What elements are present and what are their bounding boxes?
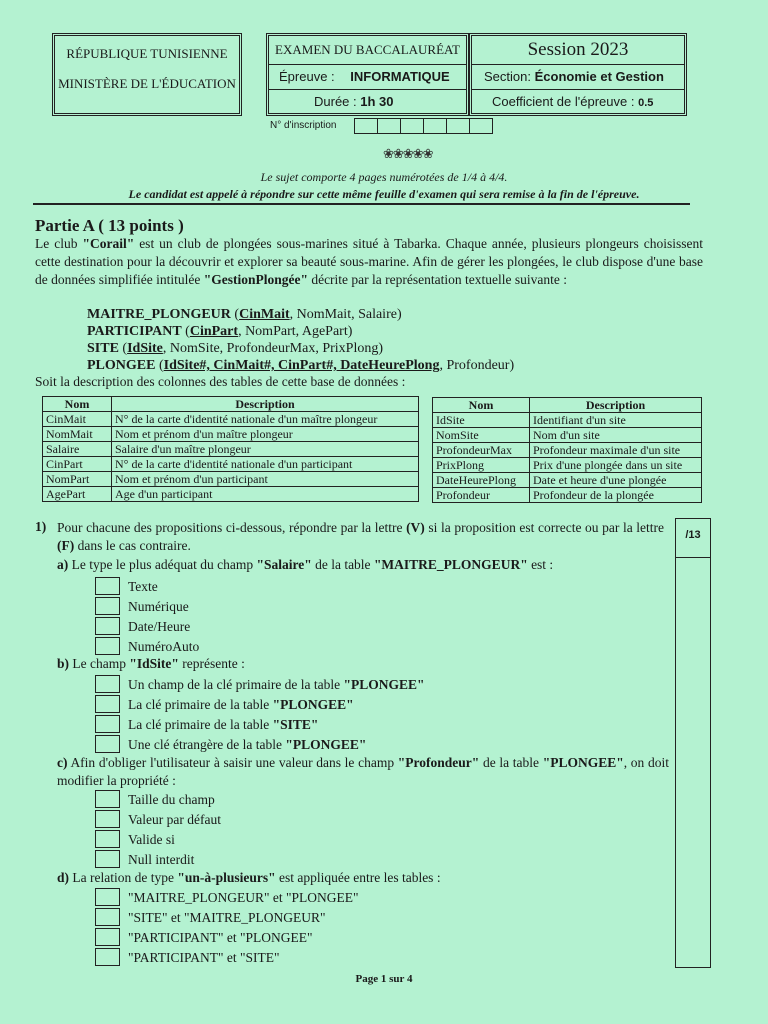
answer-checkbox[interactable] [95, 830, 120, 848]
digit-box[interactable] [377, 118, 401, 134]
notice-instructions: Le candidat est appelé à répondre sur cette même feuille d'examen qui sera remise à la fin de l'épreuve. [128, 187, 640, 201]
answer-checkbox[interactable] [95, 695, 120, 713]
section-value: Économie et Gestion [534, 69, 664, 84]
answer-checkbox[interactable] [95, 637, 120, 655]
schema-line: PLONGEE (IdSite#, CinMait#, CinPart#, DateHeurePlong, Profondeur) [87, 358, 515, 373]
table-header-row: Nom Description [43, 397, 419, 412]
divider [676, 557, 710, 558]
answer-checkbox[interactable] [95, 850, 120, 868]
table-row: PrixPlong Prix d'une plongée dans un site [433, 458, 702, 473]
coef-value: 0.5 [638, 97, 654, 109]
columns-table-1 [42, 396, 419, 502]
schema-line: MAITRE_PLONGEUR (CinMait, NomMait, Salaire) [87, 307, 402, 322]
answer-checkbox[interactable] [95, 735, 120, 753]
answer-checkbox[interactable] [95, 617, 120, 635]
question-1-text: Pour chacune des propositions ci-dessous, répondre par la lettre (V) si la proposition est correcte ou par la lettre (F) dans le cas contraire. [57, 520, 665, 553]
table-row: Salaire Salaire d'un maître plongeur [43, 442, 419, 457]
divider [269, 89, 466, 90]
section-title: Partie A ( 13 points ) [35, 216, 184, 235]
header-exam-box [266, 33, 469, 116]
digit-box[interactable] [354, 118, 378, 134]
header-republic-box [52, 33, 242, 116]
exam-title: EXAMEN DU BACCALAURÉAT [275, 42, 460, 57]
columns-description-intro: Soit la description des colonnes des tables de cette base de données : [35, 374, 406, 389]
answer-checkbox[interactable] [95, 577, 120, 595]
inscription-number-boxes[interactable] [355, 118, 493, 134]
session-label: Session 2023 [527, 39, 629, 60]
answer-checkbox[interactable] [95, 908, 120, 926]
table-row: CinPart N° de la carte d'identité nationale d'un participant [43, 457, 419, 472]
table-header-row: Nom Description [433, 398, 702, 413]
answer-checkbox[interactable] [95, 928, 120, 946]
duree-value: 1h 30 [360, 94, 394, 109]
table-row: NomSite Nom d'un site [433, 428, 702, 443]
intro-paragraph: Le club "Corail" est un club de plongées sous-marines situé à Tabarka. Chaque année, plusieurs plongeurs choisissent cette destination pour la découvrir et explorer sa beauté sous-marine. Afin de gérer les plongées, le club dispose d'une base de données simplifiée intitulée "GestionPlongée" décrite par la représentation textuelle suivante : [35, 236, 703, 287]
republic-label: RÉPUBLIQUE TUNISIENNE [66, 46, 228, 61]
ministry-label: MINISTÈRE DE L'ÉDUCATION [58, 76, 236, 91]
notice-pages: Le sujet comporte 4 pages numérotées de 1/4 à 4/4. [260, 170, 508, 184]
table-row: AgePart Age d'un participant [43, 487, 419, 502]
table-row: CinMait N° de la carte d'identité nationale d'un maître plongeur [43, 412, 419, 427]
digit-box[interactable] [423, 118, 447, 134]
answer-checkbox[interactable] [95, 888, 120, 906]
subquestion-a: a) Le type le plus adéquat du champ "Salaire" de la table "MAITRE_PLONGEUR" est : [57, 557, 554, 572]
divider [472, 64, 684, 65]
decorative-flourish: ❀❀❀❀❀ [383, 146, 433, 161]
header-rule [33, 203, 690, 205]
coef-label: Coefficient de l'épreuve : [492, 94, 635, 109]
answer-checkbox[interactable] [95, 790, 120, 808]
table-row: NomPart Nom et prénom d'un participant [43, 472, 419, 487]
answer-checkbox[interactable] [95, 675, 120, 693]
subquestion-b: b) Le champ "IdSite" représente : [57, 656, 245, 671]
table-row: ProfondeurMax Profondeur maximale d'un site [433, 443, 702, 458]
epreuve-value: INFORMATIQUE [350, 69, 450, 84]
digit-box[interactable] [400, 118, 424, 134]
table-row: IdSite Identifiant d'un site [433, 413, 702, 428]
schema-line: PARTICIPANT (CinPart, NomPart, AgePart) [87, 324, 353, 339]
divider [472, 89, 684, 90]
subquestion-d: d) La relation de type "un-à-plusieurs" est appliquée entre les tables : [57, 870, 441, 885]
page-footer: Page 1 sur 4 [355, 973, 413, 985]
subquestion-c: c) Afin d'obliger l'utilisateur à saisir une valeur dans le champ "Profondeur" de la table "PLONGEE", on doit modifier la propriété : [57, 755, 669, 788]
table-row: DateHeurePlong Date et heure d'une plongée [433, 473, 702, 488]
columns-table-2 [432, 397, 702, 503]
duree-label: Durée : [314, 94, 357, 109]
divider [269, 64, 466, 65]
digit-box[interactable] [469, 118, 493, 134]
table-row: NomMait Nom et prénom d'un maître plongeur [43, 427, 419, 442]
answer-checkbox[interactable] [95, 715, 120, 733]
schema-line: SITE (IdSite, NomSite, ProfondeurMax, PrixPlong) [87, 341, 383, 356]
answer-checkbox[interactable] [95, 810, 120, 828]
answer-checkbox[interactable] [95, 597, 120, 615]
db-schema [87, 306, 514, 374]
epreuve-label: Épreuve : [279, 69, 335, 84]
section-label: Section: [484, 69, 531, 84]
score-label: /13 [685, 529, 701, 541]
table-row: Profondeur Profondeur de la plongée [433, 488, 702, 503]
header-session-box [469, 33, 687, 116]
answer-checkbox[interactable] [95, 948, 120, 966]
digit-box[interactable] [446, 118, 470, 134]
score-box [675, 518, 711, 968]
question-number: 1) [35, 519, 47, 534]
inscription-label: N° d'inscription [270, 120, 337, 131]
